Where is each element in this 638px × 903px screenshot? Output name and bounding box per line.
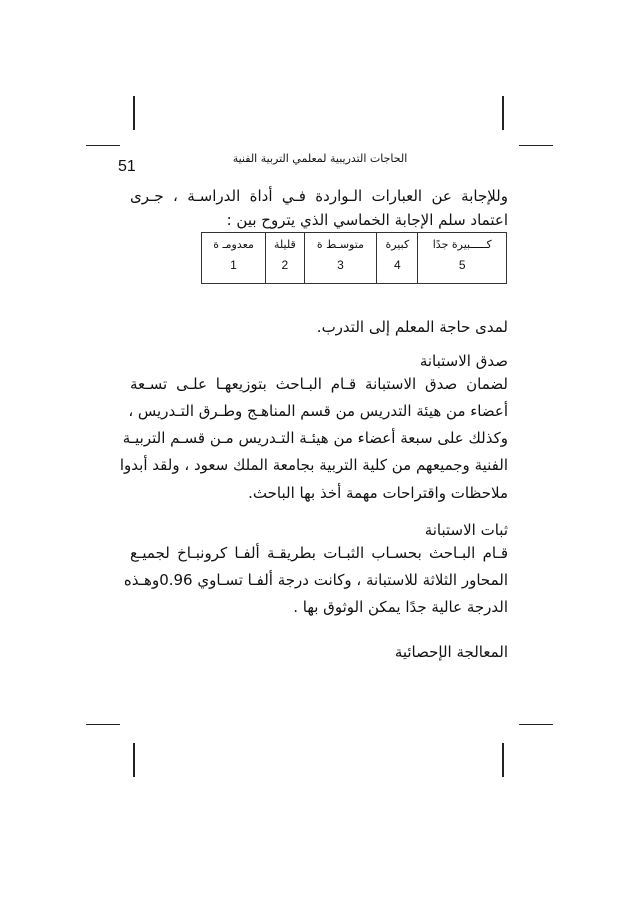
- crop-mark: [519, 145, 553, 146]
- response-scale-table: [201, 232, 507, 284]
- validity-line: ملاحظات واقتراحات مهمة أخذ بها الباحث.: [248, 484, 508, 502]
- statistics-heading: المعالجة الإحصائية: [394, 643, 508, 661]
- reliability-line: المحاور الثلاثة للاستبانة ، وكانت درجة ألفـا تسـاوي 0.96وهـذه: [123, 571, 508, 589]
- crop-mark: [519, 724, 553, 725]
- scale-cell: [304, 233, 377, 284]
- validity-line: أعضاء من هيئة التدريس من قسم المناهـج وطـرق التـدريس ،: [128, 402, 508, 420]
- scale-cell: [418, 233, 507, 284]
- crop-mark: [133, 96, 135, 130]
- scale-cell: [377, 233, 418, 284]
- validity-heading: صدق الاستبانة: [419, 352, 508, 370]
- crop-mark: [502, 743, 504, 777]
- scale-label: كـــــبيرة جدًا: [432, 238, 492, 251]
- scale-label: معدومـ ة: [213, 238, 254, 251]
- scale-value: 3: [337, 258, 344, 272]
- scale-value: 5: [458, 258, 466, 272]
- crop-mark: [86, 724, 120, 725]
- crop-mark: [133, 743, 135, 777]
- reliability-line: قـام البـاحث بحسـاب الثبـات بطريقـة ألفـا كرونبـاخ لجميـع: [130, 544, 508, 562]
- validity-line: لضمان صدق الاستبانة قـام البـاحث بتوزيعهـا علـى تسـعة: [130, 375, 508, 393]
- crop-mark: [502, 96, 504, 130]
- validity-line: الفنية وجميعهم من كلية التربية بجامعة الملك سعود ، ولقد أبدوا: [119, 456, 508, 474]
- intro-line-1: وللإجابة عن العبارات الـواردة فـي أداة الدراسـة ، جـرى: [130, 187, 508, 205]
- scale-value: 2: [281, 258, 289, 272]
- table-row: [202, 233, 507, 284]
- scale-value: 1: [230, 258, 237, 272]
- running-header: الحاجات التدريبية لمعلمي التربية الفنية: [232, 152, 408, 165]
- page-number: 51: [118, 158, 136, 175]
- scale-value: 4: [393, 258, 401, 272]
- scale-label: كبيرة: [385, 238, 410, 251]
- reliability-heading: ثبات الاستبانة: [424, 521, 508, 539]
- scale-cell: [202, 233, 266, 284]
- after-table-line: لمدى حاجة المعلم إلى التدرب.: [316, 318, 508, 336]
- validity-line: وكذلك على سبعة أعضاء من هيئـة التـدريس مـن قسـم التربيـة: [122, 429, 508, 447]
- reliability-line: الدرجة عالية جدًا يمكن الوثوق بها .: [293, 598, 508, 616]
- scale-cell: [266, 233, 305, 284]
- crop-mark: [86, 145, 120, 146]
- intro-line-2: اعتماد سلم الإجابة الخماسي الذي يتروح بين :: [226, 211, 508, 229]
- scale-label: قليلة: [273, 238, 296, 251]
- scale-label: متوسـط ة: [316, 238, 364, 251]
